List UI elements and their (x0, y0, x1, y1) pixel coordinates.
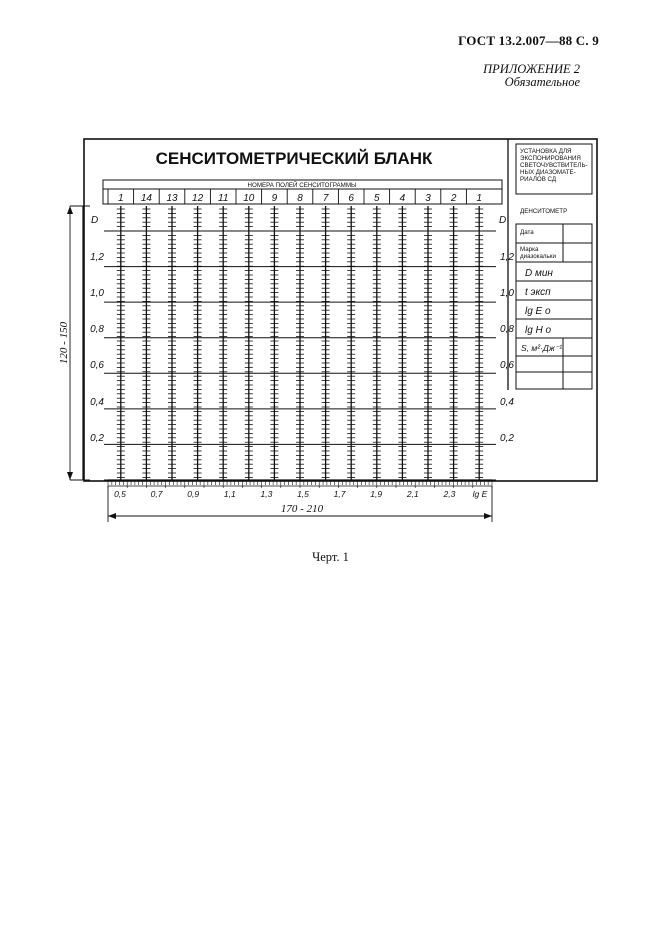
field-number: 13 (166, 193, 178, 204)
install-line: УСТАНОВКА ДЛЯ (520, 148, 572, 155)
lge-tick-label: 1,3 (260, 489, 273, 499)
dmin-label: D мин (525, 268, 553, 279)
height-dimension: 120 - 150 (58, 321, 70, 365)
lge0-label: lg E o (525, 306, 551, 317)
field-number: 6 (348, 193, 354, 204)
date-label: Дата (520, 229, 534, 236)
field-number: 14 (140, 193, 152, 204)
lgh0-label: lg H o (525, 325, 552, 336)
field-number: 12 (192, 193, 204, 204)
lge-tick-label: 2,1 (406, 489, 419, 499)
density-tick-right: 0,4 (500, 397, 514, 408)
density-tick-right: 1,2 (500, 252, 514, 263)
density-label-left: D (91, 215, 99, 226)
lge-tick-label: 0,9 (187, 489, 200, 499)
density-tick-right: 0,6 (500, 360, 514, 371)
install-line: НЫХ ДИАЗОМАТЕ- (520, 169, 576, 176)
lge-tick-label: 1,7 (333, 489, 346, 499)
install-line: ЭКСПОНИРОВАНИЯ (520, 155, 581, 162)
texp-label: t эксп (525, 287, 551, 298)
s-unit-label: S, м²·Дж⁻¹ (521, 343, 563, 353)
grid-labels (90, 193, 514, 499)
lge-tick-label: 0,7 (150, 489, 163, 499)
lge-tick-label: 2,3 (443, 489, 456, 499)
density-label-right: D (499, 215, 507, 226)
field-number: 8 (297, 193, 303, 204)
lge-tick-label: 1,9 (370, 489, 383, 499)
field-number: 3 (425, 193, 431, 204)
lge-tick-label: 1,1 (223, 489, 236, 499)
standard-header: ГОСТ 13.2.007—88 С. 9 (458, 33, 599, 48)
appendix-label: ПРИЛОЖЕНИЕ 2 (483, 62, 580, 76)
density-tick-left: 1,2 (90, 252, 104, 263)
field-number: 7 (322, 193, 329, 204)
field-number: 9 (271, 193, 278, 204)
brand-label-2: диазокальки (520, 253, 556, 260)
density-tick-left: 0,8 (90, 324, 104, 335)
density-tick-right: 0,8 (500, 324, 514, 335)
install-text (520, 148, 588, 183)
field-number: 10 (243, 193, 255, 204)
sensitogram-grid (104, 189, 496, 488)
install-line: СВЕТОЧУВСТВИТЕЛЬ- (520, 162, 588, 169)
field-number: 1 (476, 193, 482, 204)
field-number: 1 (118, 193, 124, 204)
density-tick-left: 0,2 (90, 433, 104, 444)
figure-caption: Черт. 1 (312, 550, 349, 564)
density-tick-right: 0,2 (500, 433, 514, 444)
field-number: 2 (450, 193, 457, 204)
density-tick-right: 1,0 (500, 288, 514, 299)
appendix-status: Обязательное (504, 75, 580, 89)
install-line: РИАЛОВ СД (520, 176, 557, 183)
density-tick-left: 0,4 (90, 397, 104, 408)
brand-label: Марка (520, 246, 539, 253)
lge-axis-label: lg E (472, 489, 488, 499)
form-border (84, 139, 597, 481)
lge-tick-label: 0,5 (114, 489, 126, 499)
densitometer-label: ДЕНСИТОМЕТР (520, 208, 568, 215)
field-number: 11 (218, 193, 229, 204)
field-number: 5 (374, 193, 380, 204)
columns-header: НОМЕРА ПОЛЕЙ СЕНСИТОГРАММЫ (247, 182, 357, 189)
density-tick-left: 0,6 (90, 360, 104, 371)
lge-tick-label: 1,5 (297, 489, 309, 499)
density-tick-left: 1,0 (90, 288, 104, 299)
form-title: СЕНСИТОМЕТРИЧЕСКИЙ БЛАНК (155, 149, 433, 168)
field-number: 4 (399, 193, 406, 204)
width-dimension: 170 - 210 (280, 503, 324, 515)
